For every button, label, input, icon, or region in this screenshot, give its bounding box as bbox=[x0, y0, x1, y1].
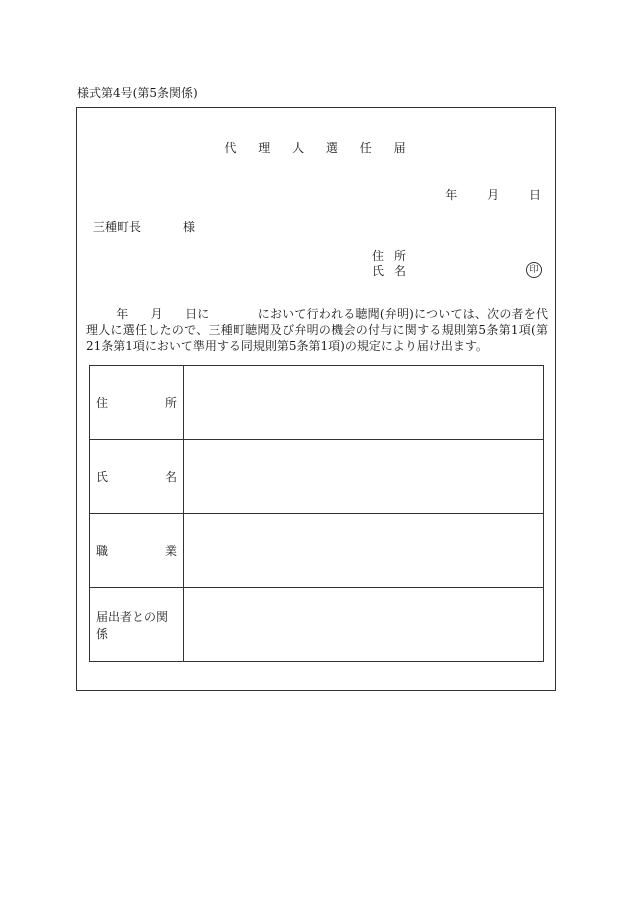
title-char: 人 bbox=[292, 141, 305, 155]
title-char: 理 bbox=[258, 141, 271, 155]
row-label-relationship: 届出者との関係 bbox=[90, 588, 184, 662]
title-char: 任 bbox=[359, 141, 372, 155]
addressee-name: 三種町長 bbox=[93, 220, 142, 234]
row-label-name: 氏 名 bbox=[90, 440, 184, 514]
table-row bbox=[90, 514, 544, 588]
name-entry-field[interactable] bbox=[184, 440, 544, 514]
body-main-text: において行われる聴聞(弁明)については、次の者を代理人に選任したので、三種町聴聞及び弁明の機会の付与に関する規則第5条第1項(第21条第1項において準用する同規則第5条第1項)の規定により届け出ます。 bbox=[86, 307, 548, 353]
form-title bbox=[0, 139, 630, 156]
submitter-block bbox=[372, 249, 416, 279]
relationship-entry-field[interactable] bbox=[184, 588, 544, 662]
table-row bbox=[90, 588, 544, 662]
address-entry-field[interactable] bbox=[184, 366, 544, 440]
body-day-label: 日に bbox=[184, 307, 210, 321]
body-year-label: 年 bbox=[116, 307, 129, 321]
table-row bbox=[90, 366, 544, 440]
row-label-occupation: 職 業 bbox=[90, 514, 184, 588]
body-month-label: 月 bbox=[150, 307, 163, 321]
date-year-label: 年 bbox=[445, 188, 458, 202]
row-label-address: 住 所 bbox=[90, 366, 184, 440]
form-number-caption: 様式第4号(第5条関係) bbox=[77, 86, 198, 100]
date-day-label: 日 bbox=[528, 188, 541, 202]
date-month-label: 月 bbox=[487, 188, 500, 202]
submitter-name-label: 氏名 bbox=[372, 264, 417, 278]
title-char: 選 bbox=[325, 141, 338, 155]
table-row bbox=[90, 440, 544, 514]
submitter-address-label: 住所 bbox=[372, 249, 417, 263]
representative-table bbox=[89, 365, 544, 662]
title-char: 届 bbox=[393, 141, 406, 155]
declaration-text bbox=[86, 306, 548, 354]
title-char: 代 bbox=[224, 141, 237, 155]
date-line bbox=[419, 186, 541, 203]
addressee bbox=[93, 218, 195, 235]
seal-mark: 印 bbox=[526, 262, 542, 278]
occupation-entry-field[interactable] bbox=[184, 514, 544, 588]
addressee-honorific: 様 bbox=[183, 220, 196, 234]
